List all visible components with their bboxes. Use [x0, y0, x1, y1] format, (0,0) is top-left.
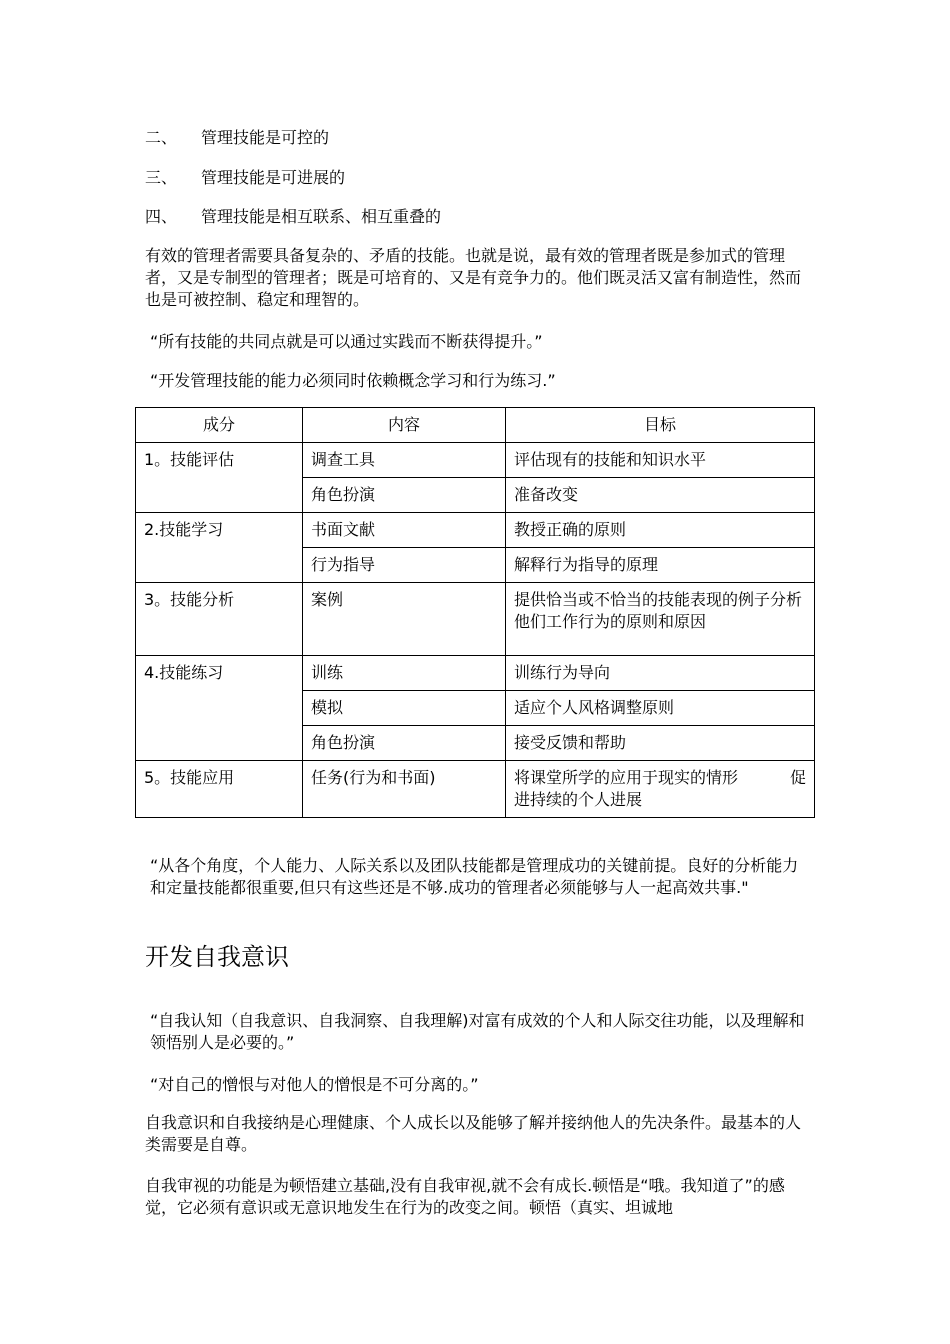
table-row — [136, 656, 815, 691]
cell-goal: 解释行为指导的原理 — [506, 548, 815, 583]
cell-content: 训练 — [303, 656, 506, 691]
table-header-row — [136, 408, 815, 443]
cell-goal — [506, 761, 815, 818]
quote-concept-learning: “开发管理技能的能力必须同时依赖概念学习和行为练习.” — [150, 371, 556, 390]
header-content: 内容 — [303, 408, 506, 443]
cell-content: 调查工具 — [303, 443, 506, 478]
table-row — [136, 443, 815, 478]
cell-component: 4.技能练习 — [136, 656, 303, 761]
cell-component: 2.技能学习 — [136, 513, 303, 583]
quote-success-factors: “从各个角度，个人能力、人际关系以及团队技能都是管理成功的关键前提。良好的分析能力和定量技能都很重要,但只有这些还是不够.成功的管理者必须能够与人一起高效共事." — [150, 856, 799, 897]
table-row — [136, 583, 815, 656]
paragraph-self-examination: 自我审视的功能是为顿悟建立基础,没有自我审视,就不会有成长.顿悟是“哦。我知道了”的感觉，它必须有意识或无意识地发生在行为的改变之间。顿悟（真实、坦诚地 — [145, 1176, 785, 1217]
cell-content: 任务(行为和书面) — [303, 761, 506, 818]
paragraph-self-acceptance: 自我意识和自我接纳是心理健康、个人成长以及能够了解并接纳他人的先决条件。最基本的人类需要是自尊。 — [145, 1113, 802, 1154]
cell-component: 3。技能分析 — [136, 583, 303, 656]
cell-goal: 接受反馈和帮助 — [506, 726, 815, 761]
cell-component: 1。技能评估 — [136, 443, 303, 513]
list-item-3: 三、 管理技能是可进展的 — [145, 168, 346, 187]
cell-content: 角色扮演 — [303, 478, 506, 513]
cell-content: 案例 — [303, 583, 506, 656]
table-row — [136, 513, 815, 548]
skills-table — [135, 407, 815, 818]
cell-content: 行为指导 — [303, 548, 506, 583]
cell-goal: 适应个人风格调整原则 — [506, 691, 815, 726]
list-item-2: 二、 管理技能是可控的 — [145, 128, 330, 147]
header-component: 成分 — [136, 408, 303, 443]
quote-self-awareness: “自我认知（自我意识、自我洞察、自我理解)对富有成效的个人和人际交往功能，以及理解和领悟别人是必要的。” — [150, 1011, 805, 1052]
cell-content: 角色扮演 — [303, 726, 506, 761]
cell-goal: 评估现有的技能和知识水平 — [506, 443, 815, 478]
cell-content: 书面文献 — [303, 513, 506, 548]
goal-char-cu: 促 — [789, 768, 806, 787]
goal-line-2: 进持续的个人进展 — [514, 790, 643, 809]
cell-goal: 训练行为导向 — [506, 656, 815, 691]
header-goal: 目标 — [506, 408, 815, 443]
goal-line-1: 将课堂所学的应用于现实的情形 促 — [514, 768, 806, 787]
paragraph-effective-managers: 有效的管理者需要具备复杂的、矛盾的技能。也就是说，最有效的管理者既是参加式的管理者，又是专制型的管理者；既是可培育的、又是有竞争力的。他们既灵活又富有制造性，然而也是可被控制、稳定和理智的。 — [145, 246, 802, 309]
cell-goal: 教授正确的原则 — [506, 513, 815, 548]
cell-component: 5。技能应用 — [136, 761, 303, 818]
section-heading: 开发自我意识 — [145, 943, 289, 971]
quote-hatred: “对自己的憎恨与对他人的憎恨是不可分离的。” — [150, 1075, 479, 1094]
table-row — [136, 761, 815, 818]
cell-content: 模拟 — [303, 691, 506, 726]
cell-goal: 准备改变 — [506, 478, 815, 513]
list-item-4: 四、 管理技能是相互联系、相互重叠的 — [145, 207, 442, 226]
cell-goal: 提供恰当或不恰当的技能表现的例子分析他们工作行为的原则和原因 — [506, 583, 815, 656]
quote-practice: “所有技能的共同点就是可以通过实践而不断获得提升。” — [150, 332, 543, 351]
